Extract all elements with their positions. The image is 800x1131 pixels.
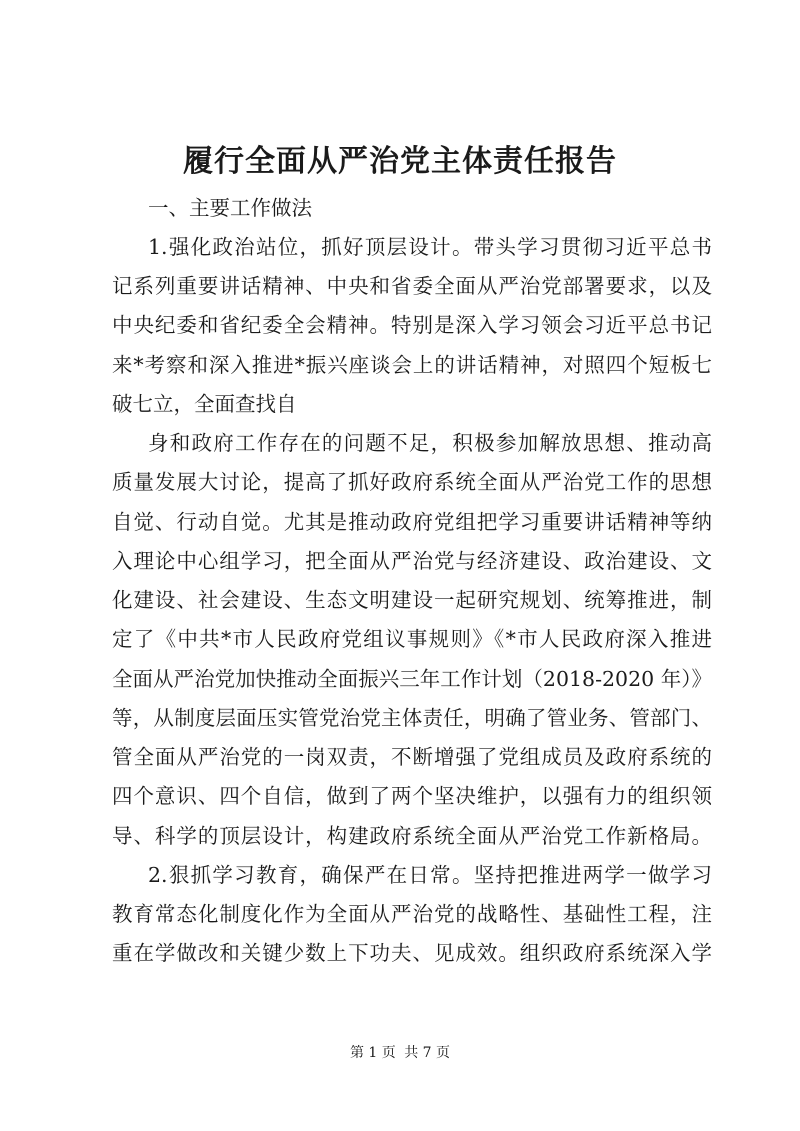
- paragraph-line: 教育常态化制度化作为全面从严治党的战略性、基础性工程，注: [112, 902, 712, 926]
- page-footer: [0, 1043, 800, 1063]
- paragraph-line: 身和政府工作存在的问题不足，积极参加解放思想、推动高: [148, 431, 712, 455]
- paragraph-line: 定了《中共*市人民政府党组议事规则》《*市人民政府深入推进: [112, 627, 712, 651]
- paragraph-line: 中央纪委和省纪委全会精神。特别是深入学习领会习近平总书记: [112, 313, 712, 337]
- paragraph-line: 管全面从严治党的一岗双责，不断增强了党组成员及政府系统的: [112, 745, 712, 769]
- section-heading: 一、主要工作做法: [148, 196, 312, 220]
- paragraph-line: 1.强化政治站位，抓好顶层设计。带头学习贯彻习近平总书: [148, 235, 712, 259]
- paragraph-line: 四个意识、四个自信，做到了两个坚决维护，以强有力的组织领: [112, 784, 712, 808]
- paragraph-line: 自觉、行动自觉。尤其是推动政府党组把学习重要讲话精神等纳: [112, 510, 712, 534]
- paragraph-line: 来*考察和深入推进*振兴座谈会上的讲话精神，对照四个短板七: [112, 353, 712, 377]
- paragraph-line: 破七立，全面查找自: [112, 392, 297, 416]
- paragraph-line: 化建设、社会建设、生态文明建设一起研究规划、统筹推进，制: [112, 588, 712, 612]
- page-number: 第 1 页: [349, 1045, 396, 1061]
- page-total: 共 7 页: [404, 1045, 451, 1061]
- paragraph-line: 导、科学的顶层设计，构建政府系统全面从严治党工作新格局。: [112, 824, 712, 848]
- paragraph-line: 入理论中心组学习，把全面从严治党与经济建设、政治建设、文: [112, 549, 712, 573]
- paragraph-line: 记系列重要讲话精神、中央和省委全面从严治党部署要求，以及: [112, 274, 712, 298]
- paragraph-line: 等，从制度层面压实管党治党主体责任，明确了管业务、管部门、: [112, 706, 712, 730]
- paragraph-line: 重在学做改和关键少数上下功夫、见成效。组织政府系统深入学: [112, 941, 712, 965]
- document-title: 履行全面从严治党主体责任报告: [183, 144, 617, 179]
- paragraph-line: 2.狠抓学习教育，确保严在日常。坚持把推进两学一做学习: [148, 863, 712, 887]
- paragraph-line: 全面从严治党加快推动全面振兴三年工作计划（2018-2020 年）》: [112, 667, 712, 691]
- paragraph-line: 质量发展大讨论，提高了抓好政府系统全面从严治党工作的思想: [112, 470, 712, 494]
